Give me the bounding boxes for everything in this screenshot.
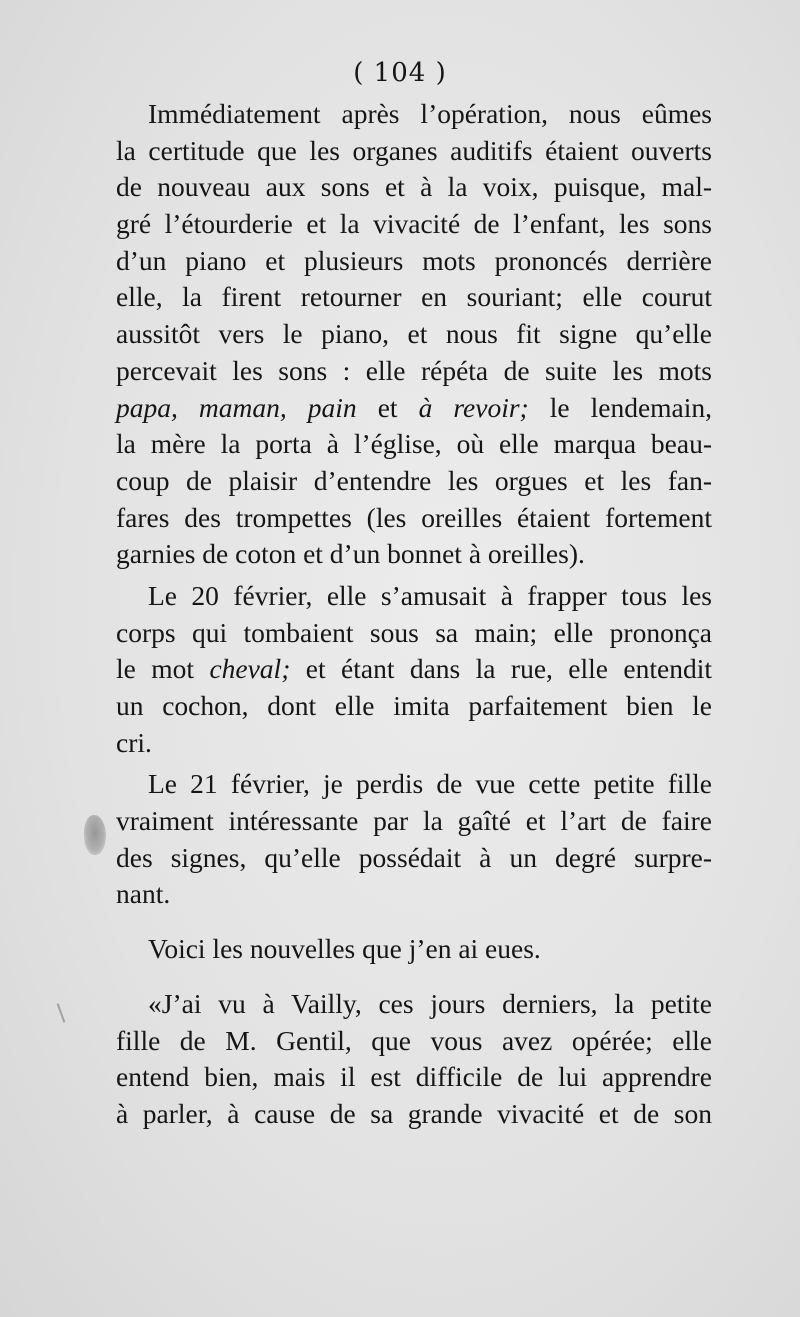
text-line: «J’ai vu à Vailly, ces jours derniers, la petite	[148, 987, 712, 1019]
paragraph-1	[116, 96, 712, 573]
text-line-italic: papa, maman, pain et à revoir; le lendemain,	[116, 391, 713, 423]
text-line: coup de plaisir d’entendre les orgues et les fan-	[116, 464, 712, 496]
text-line: de nouveau aux sons et à la voix, puisque, mal-	[116, 171, 712, 203]
text-line: fille de M. Gentil, que vous avez opérée; elle	[116, 1024, 712, 1056]
text-line: Le 21 février, je perdis de vue cette petite fille	[148, 768, 712, 800]
text-line: des signes, qu’elle possédait à un degré surpre-	[116, 841, 712, 873]
text-line: Voici les nouvelles que j’en ai eues.	[148, 933, 541, 965]
text-line: la mère la porta à l’église, où elle marqua beau-	[116, 428, 712, 460]
text-line: aussitôt vers le piano, et nous fit signe qu’elle	[116, 318, 712, 350]
paragraph-3	[116, 766, 712, 913]
paragraph-5	[116, 986, 712, 1133]
text-line: Le 20 février, elle s’amusait à frapper tous les	[148, 579, 712, 611]
page-number: ( 104 )	[353, 58, 447, 88]
text-line: elle, la firent retourner en souriant; elle courut	[116, 281, 712, 313]
text-line: gré l’étourderie et la vivacité de l’enfant, les sons	[116, 208, 712, 240]
text-line: un cochon, dont elle imita parfaitement bien le	[116, 690, 712, 721]
text-line: nant.	[116, 878, 171, 910]
text-line: entend bien, mais il est difficile de lui apprendre	[116, 1061, 712, 1093]
text-line: d’un piano et plusieurs mots prononcés derrière	[116, 244, 712, 276]
page-stain	[84, 815, 106, 855]
text-line-italic: le mot cheval; et étant dans la rue, elle entendit	[116, 653, 712, 685]
text-line: fares des trompettes (les oreilles étaient fortement	[116, 501, 712, 533]
text-line: percevait les sons : elle répéta de suite les mots	[116, 354, 712, 386]
text-line: la certitude que les organes auditifs étaient ouverts	[116, 134, 712, 166]
text-line: Immédiatement après l’opération, nous eûmes	[148, 98, 712, 129]
text-line: vraiment intéressante par la gaîté et l’art de faire	[116, 805, 712, 837]
text-line: corps qui tombaient sous sa main; elle prononça	[116, 616, 712, 648]
paragraph-2	[116, 578, 712, 761]
text-line: à parler, à cause de sa grande vivacité et de son	[116, 1097, 712, 1129]
text-line: garnies de coton et d’un bonnet à oreilles).	[116, 538, 585, 570]
text-line: cri.	[116, 726, 152, 758]
body-text	[116, 96, 712, 1133]
paragraph-4	[116, 931, 712, 968]
page-mark	[57, 1003, 66, 1022]
